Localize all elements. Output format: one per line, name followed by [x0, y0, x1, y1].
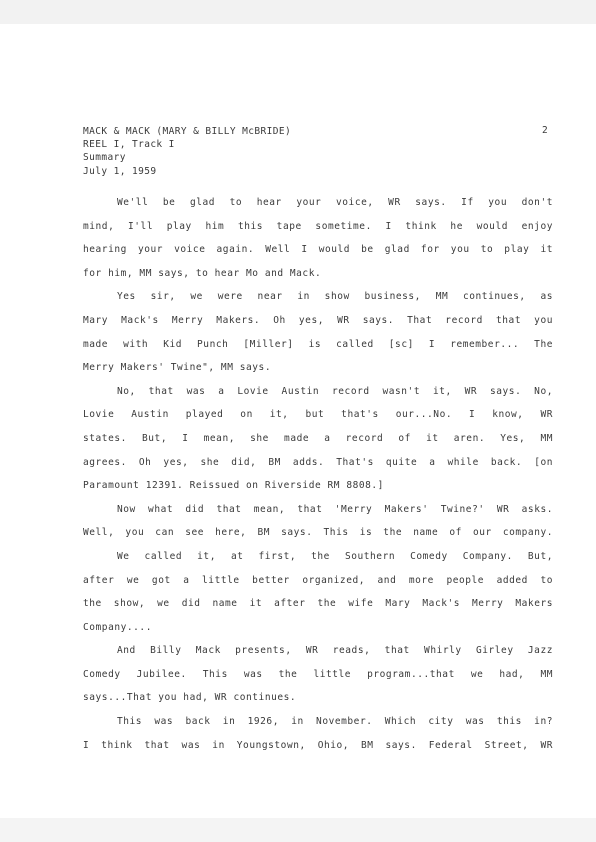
text-line: And Billy Mack presents, WR reads, that Whirly Girley Jazz: [117, 645, 553, 657]
page-number: 2: [542, 125, 548, 136]
text-line: after we got a little better organized, and more people added to: [83, 574, 553, 586]
header-title: MACK & MACK (MARY & BILLY McBRIDE): [83, 126, 292, 137]
text-line: We'll be glad to hear your voice, WR says. If you don't: [117, 197, 553, 208]
header-type: Summary: [83, 152, 126, 164]
text-line: made with Kid Punch [Miller] is called [sc] I remember... The: [83, 338, 553, 350]
text-line: agrees. Oh yes, she did, BM adds. That's quite a while back. [on: [83, 456, 553, 468]
text-line: Lovie Austin played on it, but that's our...No. I know, WR: [83, 409, 553, 421]
header-reel: REEL I, Track I: [83, 139, 175, 151]
text-line: Yes sir, we were near in show business, MM continues, as: [117, 291, 553, 303]
header-date: July 1, 1959: [83, 165, 157, 177]
text-line: for him, MM says, to hear Mo and Mack.: [83, 267, 322, 279]
text-line: Company....: [83, 621, 152, 633]
transcript-body: [83, 195, 553, 761]
text-line: says...That you had, WR continues.: [83, 692, 297, 704]
text-line: I think that was in Youngstown, Ohio, BM says. Federal Street, WR: [83, 739, 553, 751]
text-line: This was back in 1926, in November. Which city was this in?: [117, 716, 553, 728]
text-line: Now what did that mean, that 'Merry Makers' Twine?' WR asks.: [117, 503, 553, 515]
text-line: the show, we did name it after the wife Mary Mack's Merry Makers: [83, 598, 553, 610]
text-line: Well, you can see here, BM says. This is the name of our company.: [83, 527, 553, 539]
scan-bottom-edge: [0, 818, 596, 842]
text-line: Paramount 12391. Reissued on Riverside RM 8808.]: [83, 480, 384, 492]
text-line: Merry Makers' Twine", MM says.: [83, 362, 272, 374]
text-line: hearing your voice again. Well I would be glad for you to play it: [83, 244, 553, 256]
text-line: Mary Mack's Merry Makers. Oh yes, WR says. That record that you: [83, 314, 553, 326]
text-line: states. But, I mean, she made a record of it aren. Yes, MM: [83, 432, 553, 444]
text-line: We called it, at first, the Southern Comedy Company. But,: [117, 550, 553, 562]
text-line: mind, I'll play him this tape sometime. I think he would enjoy: [83, 220, 553, 232]
text-line: Comedy Jubilee. This was the little program...that we had, MM: [83, 668, 553, 680]
document-header: [83, 125, 291, 178]
text-line: No, that was a Lovie Austin record wasn't it, WR says. No,: [117, 385, 553, 397]
scan-top-edge: [0, 0, 596, 24]
